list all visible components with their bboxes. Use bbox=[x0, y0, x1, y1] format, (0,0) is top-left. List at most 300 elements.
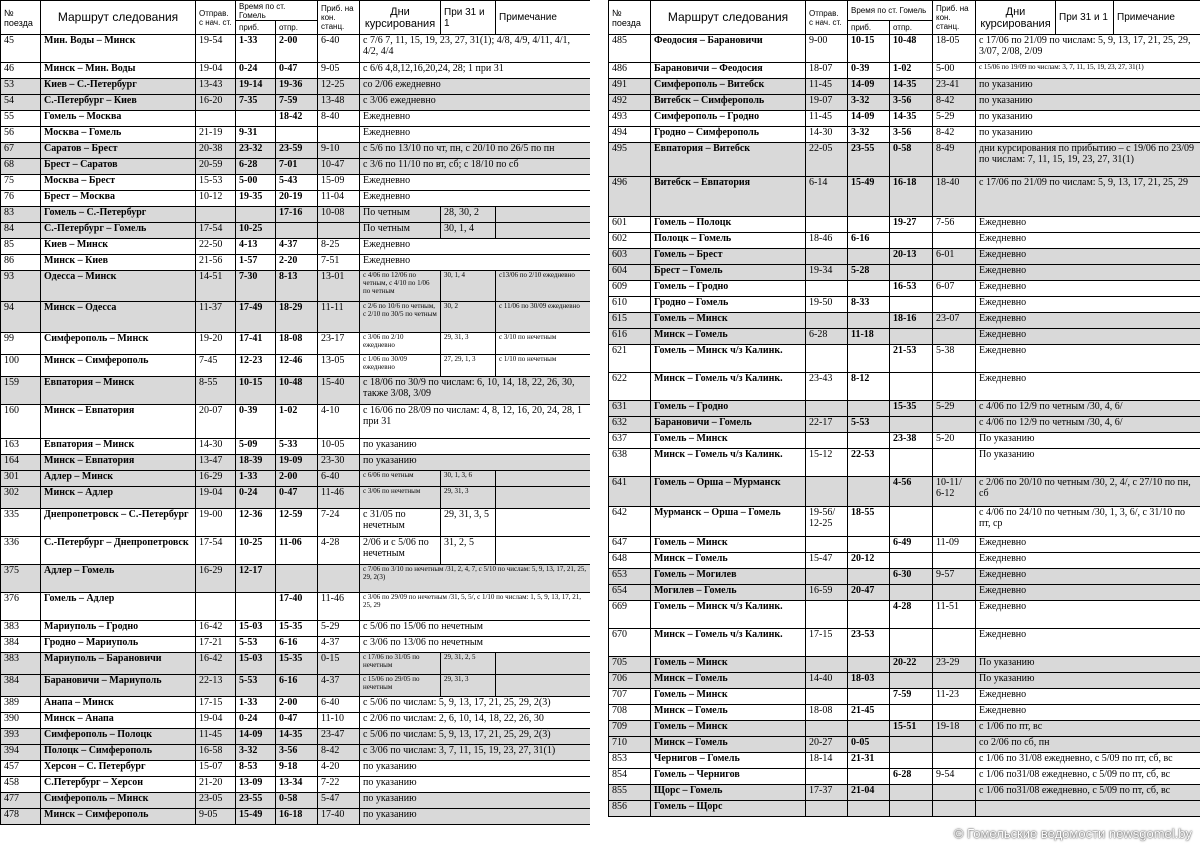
cell-departure-start: 19-50 bbox=[806, 297, 848, 313]
cell-days: По указанию bbox=[976, 433, 1200, 449]
cell-note bbox=[496, 675, 591, 697]
cell-departure-start bbox=[806, 537, 848, 553]
cell-train-number: 707 bbox=[609, 689, 651, 705]
cell-arrival-gomel bbox=[848, 601, 890, 629]
header-p31: При 31 и 1 bbox=[1056, 1, 1114, 35]
cell-train-number: 485 bbox=[609, 35, 651, 63]
cell-arrival-gomel bbox=[848, 537, 890, 553]
cell-departure-start bbox=[806, 249, 848, 265]
cell-departure-start: 6-28 bbox=[806, 329, 848, 345]
cell-route: Минск – Гомель ч/з Калинк. bbox=[651, 449, 806, 477]
cell-arrival-gomel: 15-03 bbox=[236, 653, 276, 675]
cell-arrival-gomel bbox=[848, 313, 890, 329]
cell-days: Ежедневно bbox=[976, 297, 1200, 313]
cell-route: Мариуполь – Гродно bbox=[41, 621, 196, 637]
table-row bbox=[609, 177, 1200, 217]
cell-arrival-end: 18-05 bbox=[933, 35, 976, 63]
cell-route: Гомель – Полоцк bbox=[651, 217, 806, 233]
table-row bbox=[609, 297, 1200, 313]
cell-days: Ежедневно bbox=[976, 373, 1200, 401]
cell-train-number: 390 bbox=[1, 713, 41, 729]
table-row bbox=[1, 111, 591, 127]
table-row bbox=[609, 95, 1200, 111]
cell-arrival-gomel: 4-13 bbox=[236, 239, 276, 255]
cell-arrival-gomel: 1-33 bbox=[236, 35, 276, 63]
cell-train-number: 75 bbox=[1, 175, 41, 191]
cell-departure-start: 6-14 bbox=[806, 177, 848, 217]
cell-train-number: 67 bbox=[1, 143, 41, 159]
table-row bbox=[609, 417, 1200, 433]
cell-departure-gomel: 14-35 bbox=[890, 111, 933, 127]
cell-route: Минск – Симферополь bbox=[41, 809, 196, 825]
header-arr: приб. bbox=[236, 21, 276, 35]
cell-route: Могилев – Гомель bbox=[651, 585, 806, 601]
cell-arrival-gomel: 11-18 bbox=[848, 329, 890, 345]
table-row bbox=[1, 79, 591, 95]
cell-arrival-gomel: 5-53 bbox=[236, 637, 276, 653]
cell-departure-gomel: 10-48 bbox=[276, 377, 318, 405]
table-row bbox=[1, 207, 591, 223]
cell-departure-gomel: 16-53 bbox=[890, 281, 933, 297]
cell-arrival-gomel: 6-28 bbox=[236, 159, 276, 175]
cell-route: Днепропетровск – С.-Петербург bbox=[41, 509, 196, 537]
cell-days: с 3/6 по 11/10 по вт, сб; с 18/10 по сб bbox=[360, 159, 591, 175]
cell-departure-gomel: 15-35 bbox=[276, 653, 318, 675]
table-row bbox=[1, 95, 591, 111]
cell-train-number: 376 bbox=[1, 593, 41, 621]
cell-arrival-gomel: 23-53 bbox=[848, 629, 890, 657]
cell-train-number: 603 bbox=[609, 249, 651, 265]
cell-departure-start: 17-15 bbox=[806, 629, 848, 657]
cell-arrival-end: 9-10 bbox=[318, 143, 360, 159]
timetable-left bbox=[0, 0, 590, 825]
cell-arrival-end: 5-47 bbox=[318, 793, 360, 809]
table-row bbox=[1, 675, 591, 697]
cell-departure-start: 11-45 bbox=[806, 79, 848, 95]
cell-train-number: 632 bbox=[609, 417, 651, 433]
cell-arrival-end: 6-07 bbox=[933, 281, 976, 297]
cell-departure-gomel: 15-35 bbox=[890, 401, 933, 417]
cell-arrival-end bbox=[933, 737, 976, 753]
cell-departure-gomel bbox=[890, 737, 933, 753]
cell-note bbox=[496, 653, 591, 675]
cell-departure-gomel bbox=[890, 449, 933, 477]
cell-departure-gomel: 15-35 bbox=[276, 621, 318, 637]
cell-arrival-end: 5-29 bbox=[933, 401, 976, 417]
cell-route: Гомель – Минск bbox=[651, 721, 806, 737]
cell-departure-gomel: 0-58 bbox=[276, 793, 318, 809]
cell-days: с 4/06 по 12/9 по четным /30, 4, 6/ bbox=[976, 417, 1200, 433]
cell-train-number: 164 bbox=[1, 455, 41, 471]
cell-days: с 17/06 по 21/09 по числам: 5, 9, 13, 17, 21, 25, 29, 3/07, 2/08, 2/09 bbox=[976, 35, 1200, 63]
cell-departure-gomel: 5-43 bbox=[276, 175, 318, 191]
table-row bbox=[609, 127, 1200, 143]
cell-departure-start: 18-07 bbox=[806, 63, 848, 79]
cell-departure-gomel: 2-00 bbox=[276, 697, 318, 713]
cell-departure-start: 9-00 bbox=[806, 35, 848, 63]
cell-departure-start bbox=[806, 601, 848, 629]
header-route: Маршрут следования bbox=[41, 1, 196, 35]
cell-arrival-end: 10-47 bbox=[318, 159, 360, 175]
cell-departure-start: 11-37 bbox=[196, 302, 236, 333]
cell-arrival-end: 11-10 bbox=[318, 713, 360, 729]
cell-days: Ежедневно bbox=[360, 191, 591, 207]
cell-arrival-end bbox=[933, 553, 976, 569]
cell-p31: 27, 29, 1, 3 bbox=[441, 355, 496, 377]
cell-arrival-end: 23-41 bbox=[933, 79, 976, 95]
cell-route: Гомель – Щорс bbox=[651, 801, 806, 817]
cell-p31: 30, 1, 4 bbox=[441, 271, 496, 302]
cell-route: Гомель – Гродно bbox=[651, 281, 806, 297]
cell-departure-start: 11-45 bbox=[196, 729, 236, 745]
cell-arrival-gomel bbox=[848, 477, 890, 507]
cell-departure-start: 15-07 bbox=[196, 761, 236, 777]
table-row bbox=[1, 223, 591, 239]
cell-train-number: 495 bbox=[609, 143, 651, 177]
cell-departure-gomel: 2-00 bbox=[276, 35, 318, 63]
cell-arrival-end bbox=[933, 753, 976, 769]
cell-days: с 15/06 по 19/09 по числам: 3, 7, 11, 15, 19, 23, 27, 31(1) bbox=[976, 63, 1200, 79]
cell-departure-gomel: 16-18 bbox=[890, 177, 933, 217]
cell-arrival-end: 19-18 bbox=[933, 721, 976, 737]
cell-arrival-gomel: 3-32 bbox=[236, 745, 276, 761]
cell-departure-gomel: 4-28 bbox=[890, 601, 933, 629]
cell-departure-gomel: 23-38 bbox=[890, 433, 933, 449]
cell-departure-gomel: 6-28 bbox=[890, 769, 933, 785]
cell-days: Ежедневно bbox=[976, 329, 1200, 345]
cell-train-number: 53 bbox=[1, 79, 41, 95]
cell-route: Витебск – Симферополь bbox=[651, 95, 806, 111]
cell-train-number: 383 bbox=[1, 653, 41, 675]
cell-p31: 29, 31, 3 bbox=[441, 675, 496, 697]
cell-route: Гомель – Гродно bbox=[651, 401, 806, 417]
cell-departure-gomel: 9-18 bbox=[276, 761, 318, 777]
cell-arrival-gomel: 0-24 bbox=[236, 63, 276, 79]
cell-arrival-end: 8-25 bbox=[318, 239, 360, 255]
cell-train-number: 855 bbox=[609, 785, 651, 801]
cell-train-number: 389 bbox=[1, 697, 41, 713]
cell-departure-gomel: 3-56 bbox=[890, 95, 933, 111]
cell-train-number: 56 bbox=[1, 127, 41, 143]
cell-days: Ежедневно bbox=[976, 689, 1200, 705]
cell-departure-start: 13-47 bbox=[196, 455, 236, 471]
timetable-right-body bbox=[609, 35, 1200, 817]
cell-arrival-gomel: 15-03 bbox=[236, 621, 276, 637]
cell-p31: 31, 2, 5 bbox=[441, 537, 496, 565]
cell-days: с 3/06 ежедневно bbox=[360, 95, 591, 111]
cell-arrival-end: 6-01 bbox=[933, 249, 976, 265]
cell-days: с 7/6 7, 11, 15, 19, 23, 27, 31(1); 4/8, 4/9, 4/11, 4/1, 4/2, 4/4 bbox=[360, 35, 591, 63]
cell-departure-start bbox=[806, 689, 848, 705]
cell-days: по указанию bbox=[976, 111, 1200, 127]
cell-arrival-end: 5-29 bbox=[933, 111, 976, 127]
cell-arrival-gomel: 1-33 bbox=[236, 697, 276, 713]
cell-departure-gomel: 1-02 bbox=[890, 63, 933, 79]
cell-note: с 1/10 по нечетным bbox=[496, 355, 591, 377]
cell-departure-start: 14-30 bbox=[196, 439, 236, 455]
cell-departure-gomel: 18-16 bbox=[890, 313, 933, 329]
cell-route: Брест – Саратов bbox=[41, 159, 196, 175]
cell-days: Ежедневно bbox=[976, 601, 1200, 629]
cell-p31: 29, 31, 3 bbox=[441, 333, 496, 355]
cell-route: Гомель – Минск bbox=[651, 537, 806, 553]
cell-days: Ежедневно bbox=[976, 537, 1200, 553]
table-row bbox=[609, 265, 1200, 281]
cell-arrival-gomel bbox=[848, 249, 890, 265]
cell-route: Анапа – Минск bbox=[41, 697, 196, 713]
table-row bbox=[609, 217, 1200, 233]
cell-days: с 4/06 по 12/9 по четным /30, 4, 6/ bbox=[976, 401, 1200, 417]
cell-departure-start: 23-43 bbox=[806, 373, 848, 401]
cell-days: с 3/06 по нечетным bbox=[360, 487, 441, 509]
cell-arrival-gomel bbox=[848, 721, 890, 737]
header-days: Дни курсирования bbox=[360, 1, 441, 35]
cell-arrival-gomel: 1-57 bbox=[236, 255, 276, 271]
cell-arrival-end: 18-40 bbox=[933, 177, 976, 217]
cell-departure-gomel bbox=[890, 801, 933, 817]
cell-departure-gomel bbox=[890, 373, 933, 401]
cell-arrival-gomel bbox=[848, 769, 890, 785]
cell-departure-gomel: 12-59 bbox=[276, 509, 318, 537]
cell-days: 2/06 и с 5/06 по нечетным bbox=[360, 537, 441, 565]
cell-route: Барановичи – Гомель bbox=[651, 417, 806, 433]
cell-days: с 17/06 по 21/09 по числам: 5, 9, 13, 17, 21, 25, 29 bbox=[976, 177, 1200, 217]
table-row bbox=[1, 63, 591, 79]
cell-arrival-gomel: 8-53 bbox=[236, 761, 276, 777]
cell-route: Витебск – Евпатория bbox=[651, 177, 806, 217]
cell-route: Минск – Анапа bbox=[41, 713, 196, 729]
cell-train-number: 653 bbox=[609, 569, 651, 585]
cell-arrival-gomel: 20-47 bbox=[848, 585, 890, 601]
cell-departure-gomel: 18-29 bbox=[276, 302, 318, 333]
cell-train-number: 457 bbox=[1, 761, 41, 777]
cell-train-number: 642 bbox=[609, 507, 651, 537]
cell-train-number: 46 bbox=[1, 63, 41, 79]
cell-departure-start: 16-42 bbox=[196, 621, 236, 637]
cell-route: Минск – Киев bbox=[41, 255, 196, 271]
cell-arrival-end bbox=[933, 233, 976, 249]
cell-arrival-end: 9-54 bbox=[933, 769, 976, 785]
cell-days: Ежедневно bbox=[976, 217, 1200, 233]
cell-departure-start: 19-20 bbox=[196, 333, 236, 355]
cell-departure-gomel: 11-06 bbox=[276, 537, 318, 565]
cell-route: Минск – Мин. Воды bbox=[41, 63, 196, 79]
cell-days: Ежедневно bbox=[360, 127, 591, 143]
cell-arrival-gomel: 9-31 bbox=[236, 127, 276, 143]
cell-arrival-end: 7-56 bbox=[933, 217, 976, 233]
cell-route: Одесса – Минск bbox=[41, 271, 196, 302]
table-row bbox=[1, 487, 591, 509]
table-row bbox=[609, 769, 1200, 785]
cell-train-number: 76 bbox=[1, 191, 41, 207]
cell-arrival-end bbox=[933, 705, 976, 721]
table-row bbox=[1, 509, 591, 537]
cell-days: с 3/06 по 13/06 по нечетным bbox=[360, 637, 591, 653]
cell-days: дни курсирования по прибытию – с 19/06 по 23/09 по числам: 7, 11, 15, 19, 23, 27, 31(1) bbox=[976, 143, 1200, 177]
cell-train-number: 641 bbox=[609, 477, 651, 507]
cell-route: Брест – Москва bbox=[41, 191, 196, 207]
cell-route: Гомель – Москва bbox=[41, 111, 196, 127]
cell-route: Гомель – Чернигов bbox=[651, 769, 806, 785]
cell-days: со 2/06 по сб, пн bbox=[976, 737, 1200, 753]
cell-route: С.-Петербург – Гомель bbox=[41, 223, 196, 239]
cell-arrival-end: 13-05 bbox=[318, 355, 360, 377]
cell-days: Ежедневно bbox=[976, 585, 1200, 601]
table-row bbox=[1, 159, 591, 175]
cell-days: По указанию bbox=[976, 673, 1200, 689]
cell-arrival-gomel bbox=[848, 569, 890, 585]
cell-route: Мариуполь – Барановичи bbox=[41, 653, 196, 675]
cell-departure-start: 19-04 bbox=[196, 487, 236, 509]
cell-arrival-gomel: 6-16 bbox=[848, 233, 890, 249]
cell-arrival-gomel: 0-24 bbox=[236, 713, 276, 729]
cell-arrival-end bbox=[318, 223, 360, 239]
table-row bbox=[609, 785, 1200, 801]
cell-arrival-gomel bbox=[236, 111, 276, 127]
cell-arrival-gomel: 20-12 bbox=[848, 553, 890, 569]
cell-train-number: 647 bbox=[609, 537, 651, 553]
cell-arrival-end: 13-01 bbox=[318, 271, 360, 302]
cell-arrival-gomel: 5-28 bbox=[848, 265, 890, 281]
cell-days: по указанию bbox=[976, 79, 1200, 95]
table-row bbox=[1, 35, 591, 63]
cell-departure-start: 19-34 bbox=[806, 265, 848, 281]
cell-route: Щорс – Гомель bbox=[651, 785, 806, 801]
cell-train-number: 486 bbox=[609, 63, 651, 79]
cell-route: Гомель – Минск ч/з Калинк. bbox=[651, 345, 806, 373]
cell-arrival-end: 8-42 bbox=[933, 127, 976, 143]
cell-route: Симферополь – Минск bbox=[41, 793, 196, 809]
cell-departure-start: 19-07 bbox=[806, 95, 848, 111]
table-row bbox=[1, 175, 591, 191]
cell-departure-start: 15-47 bbox=[806, 553, 848, 569]
cell-arrival-gomel: 7-30 bbox=[236, 271, 276, 302]
table-row bbox=[1, 377, 591, 405]
cell-days: с 2/06 по 20/10 по четным /30, 2, 4/, с 27/10 по пн, сб bbox=[976, 477, 1200, 507]
cell-departure-gomel: 7-01 bbox=[276, 159, 318, 175]
timetable-left-body bbox=[1, 35, 591, 825]
cell-arrival-end: 23-47 bbox=[318, 729, 360, 745]
cell-days: Ежедневно bbox=[976, 705, 1200, 721]
cell-arrival-gomel: 21-04 bbox=[848, 785, 890, 801]
cell-departure-start: 11-45 bbox=[806, 111, 848, 127]
cell-departure-gomel bbox=[890, 417, 933, 433]
cell-days: Ежедневно bbox=[976, 569, 1200, 585]
cell-days: по указанию bbox=[976, 127, 1200, 143]
cell-train-number: 384 bbox=[1, 675, 41, 697]
cell-days: Ежедневно bbox=[360, 239, 591, 255]
cell-departure-gomel: 0-47 bbox=[276, 63, 318, 79]
cell-arrival-gomel: 14-09 bbox=[848, 111, 890, 127]
header-arr-end: Приб. на кон. станц. bbox=[933, 1, 976, 35]
table-row bbox=[1, 271, 591, 302]
cell-train-number: 302 bbox=[1, 487, 41, 509]
timetable-left-page bbox=[0, 0, 590, 847]
cell-arrival-end bbox=[933, 417, 976, 433]
cell-departure-start bbox=[196, 111, 236, 127]
cell-arrival-end: 11-11 bbox=[318, 302, 360, 333]
cell-train-number: 301 bbox=[1, 471, 41, 487]
cell-departure-gomel: 6-30 bbox=[890, 569, 933, 585]
cell-arrival-gomel bbox=[236, 207, 276, 223]
cell-route: Симферополь – Минск bbox=[41, 333, 196, 355]
cell-note bbox=[496, 487, 591, 509]
cell-days: со 2/06 ежедневно bbox=[360, 79, 591, 95]
table-row bbox=[609, 553, 1200, 569]
cell-departure-gomel bbox=[890, 673, 933, 689]
cell-train-number: 159 bbox=[1, 377, 41, 405]
cell-departure-gomel: 3-56 bbox=[276, 745, 318, 761]
cell-route: Минск – Гомель ч/з Калинк. bbox=[651, 629, 806, 657]
cell-arrival-end: 9-05 bbox=[318, 63, 360, 79]
cell-days: с 6/6 4,8,12,16,20,24, 28; 1 при 31 bbox=[360, 63, 591, 79]
table-row bbox=[1, 593, 591, 621]
cell-days: с 2/06 по числам: 2, 6, 10, 14, 18, 22, 26, 30 bbox=[360, 713, 591, 729]
cell-days: с 1/06 по пт, вс bbox=[976, 721, 1200, 737]
cell-days: с 4/06 по 24/10 по четным /30, 1, 3, 6/, с 31/10 по пт, ср bbox=[976, 507, 1200, 537]
cell-p31: 29, 31, 3 bbox=[441, 487, 496, 509]
table-row bbox=[609, 585, 1200, 601]
table-row bbox=[1, 302, 591, 333]
table-row bbox=[609, 689, 1200, 705]
table-row bbox=[609, 477, 1200, 507]
cell-departure-gomel: 17-40 bbox=[276, 593, 318, 621]
cell-arrival-end: 5-38 bbox=[933, 345, 976, 373]
cell-days: с 2/6 по 10/6 по четным, с 2/10 по 30/5 по четным bbox=[360, 302, 441, 333]
table-row bbox=[609, 801, 1200, 817]
cell-arrival-end: 10-11/ 6-12 bbox=[933, 477, 976, 507]
timetable-right bbox=[608, 0, 1200, 817]
cell-train-number: 384 bbox=[1, 637, 41, 653]
cell-route: Мин. Воды – Минск bbox=[41, 35, 196, 63]
header-num: № поезда bbox=[609, 1, 651, 35]
cell-arrival-end: 5-00 bbox=[933, 63, 976, 79]
cell-days: с 5/06 по 15/06 по нечетным bbox=[360, 621, 591, 637]
cell-route: Минск – Гомель bbox=[651, 737, 806, 753]
cell-train-number: 336 bbox=[1, 537, 41, 565]
cell-days: с 5/06 по числам: 5, 9, 13, 17, 21, 25, 29, 2(3) bbox=[360, 729, 591, 745]
cell-days: с 1/06 по31/08 ежедневно, с 5/09 по пт, сб, вс bbox=[976, 769, 1200, 785]
cell-p31: 30, 2 bbox=[441, 302, 496, 333]
cell-train-number: 94 bbox=[1, 302, 41, 333]
cell-arrival-gomel: 5-00 bbox=[236, 175, 276, 191]
cell-departure-start: 22-50 bbox=[196, 239, 236, 255]
cell-arrival-end bbox=[933, 449, 976, 477]
cell-arrival-gomel: 3-32 bbox=[848, 127, 890, 143]
cell-arrival-gomel: 19-35 bbox=[236, 191, 276, 207]
cell-departure-start: 14-40 bbox=[806, 673, 848, 689]
cell-departure-gomel: 7-59 bbox=[276, 95, 318, 111]
cell-departure-gomel: 8-13 bbox=[276, 271, 318, 302]
cell-arrival-gomel bbox=[848, 281, 890, 297]
cell-train-number: 163 bbox=[1, 439, 41, 455]
cell-train-number: 705 bbox=[609, 657, 651, 673]
cell-departure-start: 19-04 bbox=[196, 63, 236, 79]
cell-route: Гродно – Мариуполь bbox=[41, 637, 196, 653]
cell-train-number: 621 bbox=[609, 345, 651, 373]
cell-arrival-gomel: 21-31 bbox=[848, 753, 890, 769]
cell-arrival-gomel: 10-15 bbox=[848, 35, 890, 63]
cell-route: Москва – Брест bbox=[41, 175, 196, 191]
cell-arrival-gomel: 12-23 bbox=[236, 355, 276, 377]
cell-route: Минск – Гомель bbox=[651, 673, 806, 689]
cell-arrival-gomel: 5-09 bbox=[236, 439, 276, 455]
cell-route: Феодосия – Барановичи bbox=[651, 35, 806, 63]
table-row bbox=[1, 355, 591, 377]
cell-note bbox=[496, 471, 591, 487]
cell-departure-start: 21-56 bbox=[196, 255, 236, 271]
cell-train-number: 458 bbox=[1, 777, 41, 793]
